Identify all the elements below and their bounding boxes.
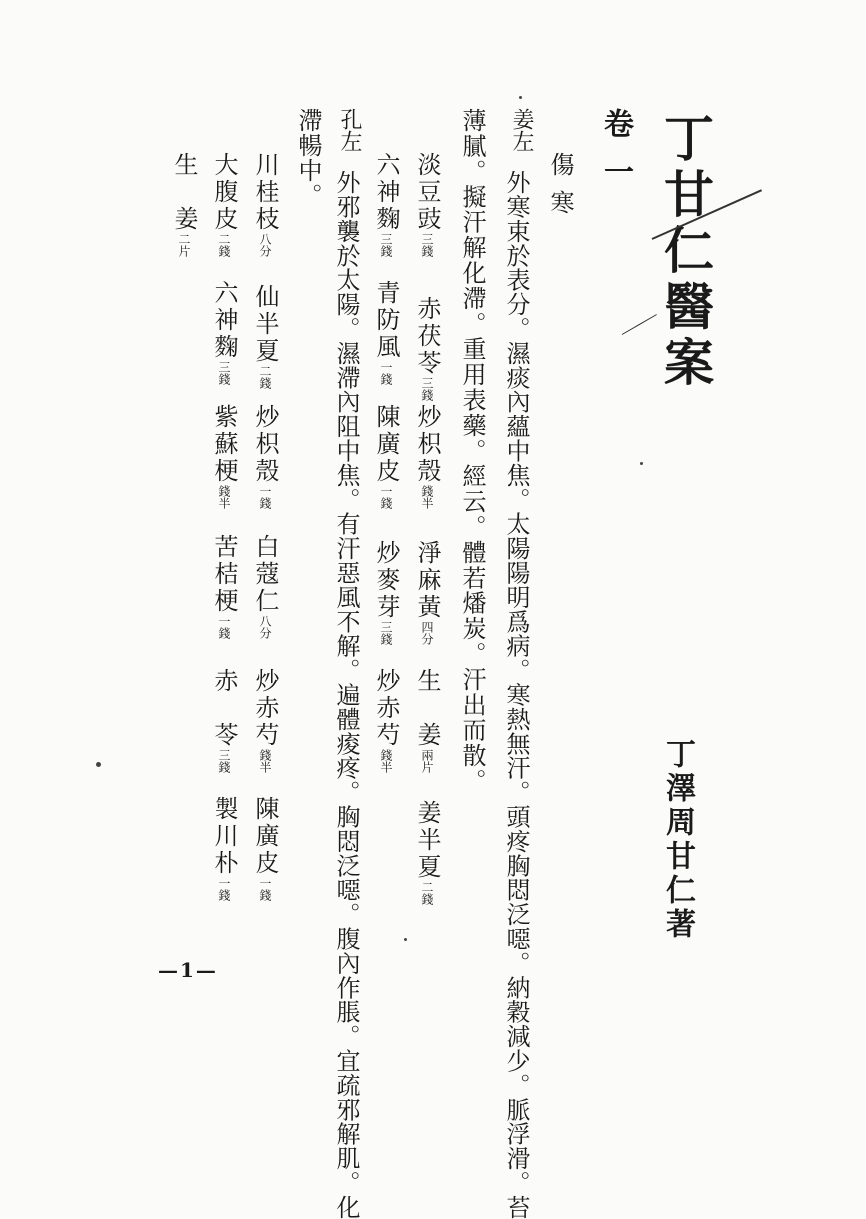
- case1-text-line1: 外寒束於表分。濕痰內蘊中焦。太陽陽明爲病。寒熱無汗。頭疼胸悶泛噁。納穀減少。脈浮滑。苔: [502, 170, 530, 1219]
- case1-text-line2: 薄膩。擬汗解化滯。重用表藥。經云。體若燔炭。汗出而散。: [458, 108, 486, 794]
- case2-text-line1: 外邪襲於太陽。濕滯內阻中焦。有汗惡風不解。遍體痠疼。胸悶泛噁。腹內作脹。宜疏邪解肌。化: [332, 170, 360, 1219]
- book-title: 丁甘仁醫案: [656, 112, 715, 392]
- case1-herb: 陳廣皮一錢: [372, 404, 400, 509]
- case1-herb: 赤茯苓三錢: [413, 296, 441, 401]
- section-heading: 傷寒: [546, 152, 574, 228]
- case2-herb: 炒枳殼一錢: [251, 404, 279, 509]
- scan-speck: [404, 938, 407, 941]
- volume-heading: 卷一: [598, 108, 633, 204]
- case1-herb: 淨麻黃四分: [413, 540, 441, 645]
- case1-herb: 炒麥芽三錢: [372, 540, 400, 645]
- case1-herb: 炒赤芍錢半: [372, 668, 400, 773]
- case2-herb: 大腹皮二錢: [210, 152, 238, 257]
- case1-herb: 生 姜兩片: [413, 668, 441, 773]
- case1-herb: 青防風一錢: [372, 280, 400, 385]
- case2-herb: 製川朴一錢: [210, 796, 238, 901]
- case2-patient: 孔左: [337, 108, 362, 152]
- scan-stroke: [622, 314, 657, 335]
- case2-herb: 苦桔梗一錢: [210, 534, 238, 639]
- case2-herb: 仙半夏二錢: [251, 284, 279, 389]
- case2-herb: 白蔻仁八分: [251, 534, 279, 639]
- case1-patient: 姜左: [509, 108, 534, 152]
- case2-herb: 六神麴三錢: [210, 280, 238, 385]
- scan-speck: [519, 96, 522, 99]
- case1-herb: 姜半夏二錢: [413, 800, 441, 905]
- page-number: —1—: [158, 958, 218, 982]
- case1-herb: 六神麴三錢: [372, 152, 400, 257]
- scan-speck: [96, 762, 101, 767]
- case1-herb: 淡豆豉三錢: [413, 152, 441, 257]
- case2-herb: 紫蘇梗錢半: [210, 404, 238, 509]
- case2-text-line2: 滯暢中。: [294, 108, 322, 208]
- case2-herb: 炒赤芍錢半: [251, 668, 279, 773]
- case1-herb: 炒枳殼錢半: [413, 404, 441, 509]
- case2-herb: 陳廣皮一錢: [251, 796, 279, 901]
- case2-herb: 赤 苓三錢: [210, 668, 238, 773]
- scan-speck: [640, 462, 643, 465]
- case2-herb: 生 姜二片: [170, 152, 198, 257]
- case2-herb: 川桂枝八分: [251, 152, 279, 257]
- author-line: 丁澤周甘仁著: [660, 738, 695, 942]
